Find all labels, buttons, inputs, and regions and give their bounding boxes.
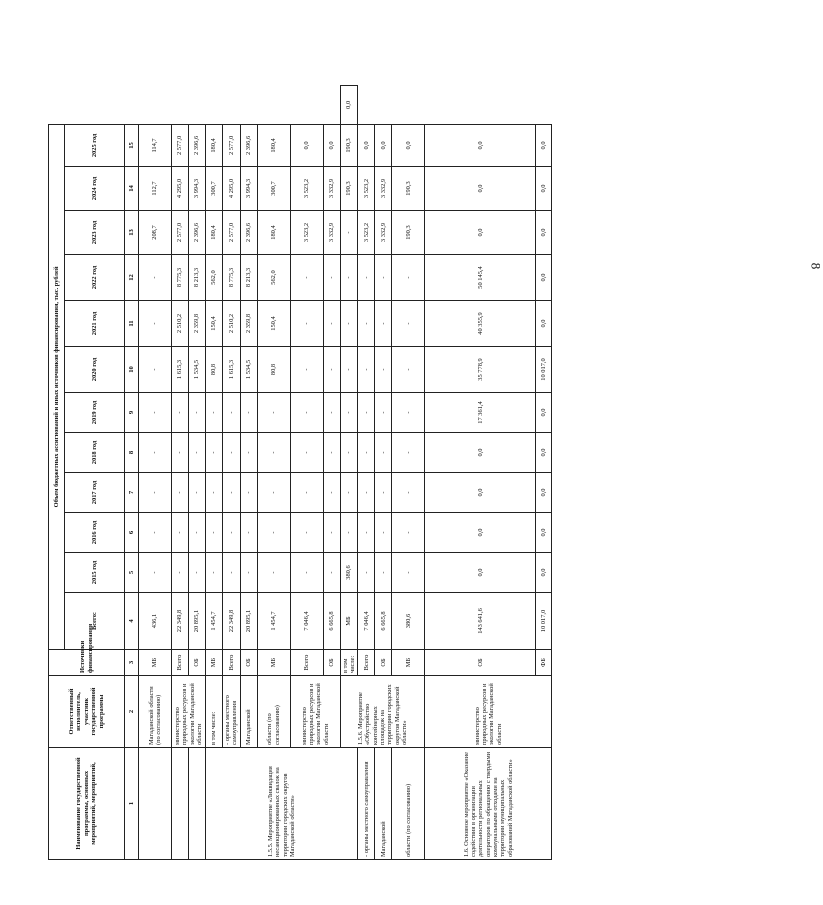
row-value: 3 332,9 (375, 211, 392, 255)
row-source: МБ (392, 650, 425, 676)
row-value: 2 510,2 (172, 301, 189, 347)
header-year: 2016 год (65, 513, 125, 553)
column-number: 6 (125, 513, 139, 553)
row-value: - (223, 433, 241, 473)
row-value: - (375, 513, 392, 553)
row-executor: в том числе: (340, 650, 358, 676)
row-value: - (375, 393, 392, 433)
row-value: - (172, 513, 189, 553)
row-value: - (206, 513, 223, 553)
row-value: 0,0 (375, 124, 392, 166)
row-value: 8 213,3 (189, 255, 206, 301)
row-value: - (172, 433, 189, 473)
header-year: 2021 год (65, 301, 125, 347)
row-value: 1 615,3 (172, 347, 189, 393)
row-value: 3 523,2 (358, 211, 375, 255)
header-year: 2017 год (65, 473, 125, 513)
row-value: 1 454,7 (206, 593, 223, 650)
column-number: 13 (125, 211, 139, 255)
row-value: - (290, 513, 323, 553)
row-value: - (189, 553, 206, 593)
row-value: 180,4 (257, 124, 290, 166)
row-source: Всего (290, 650, 323, 676)
row-value: 112,7 (139, 167, 172, 211)
row-value: 2 396,6 (189, 124, 206, 166)
row-value: 22 349,8 (223, 593, 241, 650)
row-value: 300,7 (206, 167, 223, 211)
row-value: 0,0 (536, 255, 552, 301)
row-executor: - органы местного самоуправления (358, 748, 375, 860)
row-source: ОБ (240, 650, 257, 676)
row-value: - (206, 433, 223, 473)
row-value: - (340, 211, 358, 255)
row-value: - (375, 553, 392, 593)
row-value: 190,3 (340, 124, 358, 166)
table-body (139, 86, 552, 860)
row-value: 17 361,4 (425, 393, 536, 433)
row-source: ОБ (425, 650, 536, 676)
page-number: 8 (808, 262, 823, 270)
row-value: 8 775,3 (172, 255, 189, 301)
row-name (139, 748, 172, 860)
row-value: - (340, 255, 358, 301)
row-source: ОБ (375, 650, 392, 676)
row-value: - (290, 433, 323, 473)
row-value: 1 534,5 (189, 347, 206, 393)
row-value: 0,0 (290, 124, 323, 166)
row-value: 0,0 (425, 433, 536, 473)
row-value: 2 577,0 (223, 124, 241, 166)
row-executor: Магаданской (375, 748, 392, 860)
row-value: 0,0 (536, 553, 552, 593)
row-value: 3 994,3 (240, 167, 257, 211)
row-value: - (358, 553, 375, 593)
row-value: - (240, 433, 257, 473)
row-value: - (323, 393, 340, 433)
column-number: 15 (125, 124, 139, 166)
row-value: 10 017,0 (536, 347, 552, 393)
table-row (172, 86, 189, 860)
row-value: - (290, 347, 323, 393)
row-value: - (323, 301, 340, 347)
column-number: 4 (125, 593, 139, 650)
row-value: 3 523,2 (290, 167, 323, 211)
row-value: - (139, 553, 172, 593)
row-value: 150,4 (206, 301, 223, 347)
row-value: 114,7 (139, 124, 172, 166)
row-value: 7 046,4 (290, 593, 323, 650)
row-value: - (223, 513, 241, 553)
row-value: 0,0 (425, 211, 536, 255)
row-executor: Магаданской (240, 676, 257, 748)
row-value: - (392, 473, 425, 513)
column-number: 8 (125, 433, 139, 473)
row-executor: министерство природных ресурсов и экологии Магаданской области (172, 676, 206, 748)
row-value: 8 775,3 (223, 255, 241, 301)
row-executor: области (по согласованию) (392, 748, 425, 860)
row-value: 0,0 (358, 124, 375, 166)
row-value: 1 615,3 (223, 347, 241, 393)
row-value: 380,6 (392, 593, 425, 650)
row-name: 1.6. Основное мероприятие «Оказание содействия в организации деятельности региональных операторов по обращению с твердыми коммунальными отходами на территории муниципальных образований Магаданской области» (425, 748, 552, 860)
row-value: 3 332,9 (375, 167, 392, 211)
row-executor: области (по согласованию) (257, 676, 290, 748)
row-value: - (257, 393, 290, 433)
row-value: 562,0 (206, 255, 223, 301)
row-value: - (223, 553, 241, 593)
row-value: - (139, 255, 172, 301)
row-value: - (375, 433, 392, 473)
row-name: 1.5.6. Мероприятие «Обустройство контейнерных площадок на территории городских округов Магаданской области» (340, 676, 425, 748)
row-value: 0,0 (425, 553, 536, 593)
row-value: - (189, 393, 206, 433)
row-value: 0,0 (536, 513, 552, 553)
row-value: 0,0 (425, 124, 536, 166)
row-value: 4 295,0 (223, 167, 241, 211)
row-value: 2 359,8 (189, 301, 206, 347)
row-value: 0,0 (340, 86, 358, 125)
row-value: - (358, 473, 375, 513)
row-value: - (392, 393, 425, 433)
column-number: 10 (125, 347, 139, 393)
column-number: 2 (125, 676, 139, 748)
row-executor: министерство природных ресурсов и экологии Магаданской области (290, 676, 340, 748)
row-value: 2 577,0 (172, 124, 189, 166)
row-value: 0,0 (323, 124, 340, 166)
row-source: МБ (340, 593, 358, 650)
row-value: 8 213,3 (240, 255, 257, 301)
header-volume: Объем бюджетных ассигнований и иных источников финансирования, тыс. рублей (49, 124, 65, 649)
row-value: - (139, 347, 172, 393)
row-value: - (240, 513, 257, 553)
row-value: 190,3 (392, 211, 425, 255)
row-value: - (172, 473, 189, 513)
row-source: Всего (172, 650, 189, 676)
row-value: - (392, 553, 425, 593)
row-value: - (323, 433, 340, 473)
row-value: 3 332,9 (323, 211, 340, 255)
row-value: - (189, 433, 206, 473)
row-value: - (375, 347, 392, 393)
table-row (340, 86, 358, 860)
row-value: 3 994,3 (189, 167, 206, 211)
row-value: - (392, 513, 425, 553)
row-source: ОБ (323, 650, 340, 676)
column-number: 3 (125, 650, 139, 676)
row-value: - (223, 473, 241, 513)
row-value: - (340, 513, 358, 553)
row-value: - (375, 301, 392, 347)
row-value: - (392, 347, 425, 393)
row-value: 0,0 (425, 473, 536, 513)
row-source: МБ (139, 650, 172, 676)
header-year: 2022 год (65, 255, 125, 301)
row-value: 20 895,1 (240, 593, 257, 650)
row-value: - (206, 393, 223, 433)
row-value: 3 523,2 (290, 211, 323, 255)
row-value: - (189, 473, 206, 513)
row-value: - (340, 301, 358, 347)
row-value: 190,3 (392, 167, 425, 211)
row-value: 0,0 (425, 167, 536, 211)
row-executor: министерство природных ресурсов и экологии Магаданской области (425, 676, 552, 748)
row-value: - (358, 255, 375, 301)
row-value: - (392, 301, 425, 347)
row-value: - (172, 393, 189, 433)
table-row (425, 86, 536, 860)
row-value: 562,0 (257, 255, 290, 301)
header-year: 2024 год (65, 167, 125, 211)
row-source: Всего (223, 650, 241, 676)
row-value: - (375, 255, 392, 301)
table-row (290, 86, 323, 860)
row-value: - (240, 553, 257, 593)
row-value: 0,0 (536, 124, 552, 166)
column-number: 14 (125, 167, 139, 211)
row-value: 0,0 (425, 513, 536, 553)
row-value: 143 641,6 (425, 593, 536, 650)
row-source: Всего (358, 650, 375, 676)
row-name (189, 748, 206, 860)
row-value: - (290, 255, 323, 301)
row-value: - (340, 473, 358, 513)
column-number: 5 (125, 553, 139, 593)
header-year: 2025 год (65, 124, 125, 166)
row-value: - (257, 553, 290, 593)
row-value: - (139, 473, 172, 513)
header-year: 2023 год (65, 211, 125, 255)
row-value: - (358, 433, 375, 473)
row-value: - (240, 393, 257, 433)
table-row (257, 86, 290, 860)
row-executor: Магаданской области (по согласованию) (139, 676, 172, 748)
column-number: 1 (125, 748, 139, 860)
row-value: - (139, 513, 172, 553)
row-value: 300,7 (257, 167, 290, 211)
row-value: - (340, 433, 358, 473)
table-row (206, 86, 223, 860)
table-row (223, 86, 241, 860)
header-year: 2019 год (65, 393, 125, 433)
row-value: 2 359,8 (240, 301, 257, 347)
row-value: 1 454,7 (257, 593, 290, 650)
row-value: - (358, 347, 375, 393)
row-value: - (358, 393, 375, 433)
row-value: - (257, 433, 290, 473)
row-value: 190,3 (340, 167, 358, 211)
row-value: - (340, 347, 358, 393)
row-value: - (189, 513, 206, 553)
column-number: 11 (125, 301, 139, 347)
row-value: - (323, 347, 340, 393)
column-number: 12 (125, 255, 139, 301)
row-value: - (358, 513, 375, 553)
column-number: 9 (125, 393, 139, 433)
row-value: 0,0 (536, 211, 552, 255)
row-executor: в том числе: (206, 676, 223, 748)
header-total: Всего: (65, 593, 125, 650)
header-year: 2015 год (65, 553, 125, 593)
row-value: 380,6 (340, 553, 358, 593)
row-value: - (206, 473, 223, 513)
row-value: - (290, 473, 323, 513)
row-value: 436,1 (139, 593, 172, 650)
table-row (240, 86, 257, 860)
header-year: 2018 год (65, 433, 125, 473)
row-name (172, 748, 189, 860)
row-value: - (323, 473, 340, 513)
row-value: - (139, 301, 172, 347)
row-value: 20 895,1 (189, 593, 206, 650)
header-year: 2020 год (65, 347, 125, 393)
row-value: 10 017,0 (536, 593, 552, 650)
row-value: 2 396,6 (189, 211, 206, 255)
row-value: - (139, 433, 172, 473)
row-value: 35 778,9 (425, 347, 536, 393)
row-value: - (139, 393, 172, 433)
header-name: Наименование государственной программы, основных мероприятий, мероприятий, (49, 748, 125, 860)
row-value: 22 349,8 (172, 593, 189, 650)
row-value: - (340, 393, 358, 433)
header-executor: Ответственный исполнитель, участник государственной программы (49, 676, 125, 748)
row-source: МБ (257, 650, 290, 676)
row-value: 150,4 (257, 301, 290, 347)
row-value: 180,4 (257, 211, 290, 255)
row-source: ОБ (189, 650, 206, 676)
row-value: 3 523,2 (358, 167, 375, 211)
row-value: 2 577,0 (172, 211, 189, 255)
row-name: 1.5.5. Мероприятие «Ликвидация несанкционированных свалок на территории городских округов Магаданской области» (206, 748, 358, 860)
row-value: - (290, 553, 323, 593)
row-value: 0,0 (536, 473, 552, 513)
row-value: - (240, 473, 257, 513)
rotated-page (48, 55, 593, 860)
row-source: МБ (206, 650, 223, 676)
row-value: 208,7 (139, 211, 172, 255)
row-value: - (223, 393, 241, 433)
row-value: 6 665,8 (375, 593, 392, 650)
row-value: 7 046,4 (358, 593, 375, 650)
row-value: - (323, 255, 340, 301)
row-value: - (323, 553, 340, 593)
table-row (139, 86, 172, 860)
row-value: - (172, 553, 189, 593)
row-value: - (290, 393, 323, 433)
row-value: 0,0 (392, 124, 425, 166)
row-value: 40 355,9 (425, 301, 536, 347)
row-value: 0,0 (536, 433, 552, 473)
row-value: - (375, 473, 392, 513)
row-value: - (323, 513, 340, 553)
row-value: 2 510,2 (223, 301, 241, 347)
row-value: - (290, 301, 323, 347)
row-value: 80,8 (257, 347, 290, 393)
row-value: - (392, 433, 425, 473)
row-value: 1 534,5 (240, 347, 257, 393)
row-value: 180,4 (206, 124, 223, 166)
row-value: 180,4 (206, 211, 223, 255)
row-value: - (358, 301, 375, 347)
column-numbers-row (125, 86, 139, 860)
row-value: 2 396,6 (240, 124, 257, 166)
row-value: 2 577,0 (223, 211, 241, 255)
row-value: 0,0 (536, 167, 552, 211)
row-value: 50 145,4 (425, 255, 536, 301)
row-executor: - органы местного самоуправления (223, 676, 241, 748)
row-value: 2 396,6 (240, 211, 257, 255)
column-number: 7 (125, 473, 139, 513)
row-value: - (392, 255, 425, 301)
row-value: - (257, 513, 290, 553)
header-source: Источники финансирования (49, 650, 125, 676)
row-value: 0,0 (536, 301, 552, 347)
financing-table (48, 85, 552, 860)
row-value: 0,0 (536, 393, 552, 433)
row-value: 4 295,0 (172, 167, 189, 211)
row-value: - (206, 553, 223, 593)
row-value: 80,8 (206, 347, 223, 393)
row-value: 6 665,8 (323, 593, 340, 650)
row-source: ФБ (536, 650, 552, 676)
row-value: - (257, 473, 290, 513)
row-value: 3 332,9 (323, 167, 340, 211)
